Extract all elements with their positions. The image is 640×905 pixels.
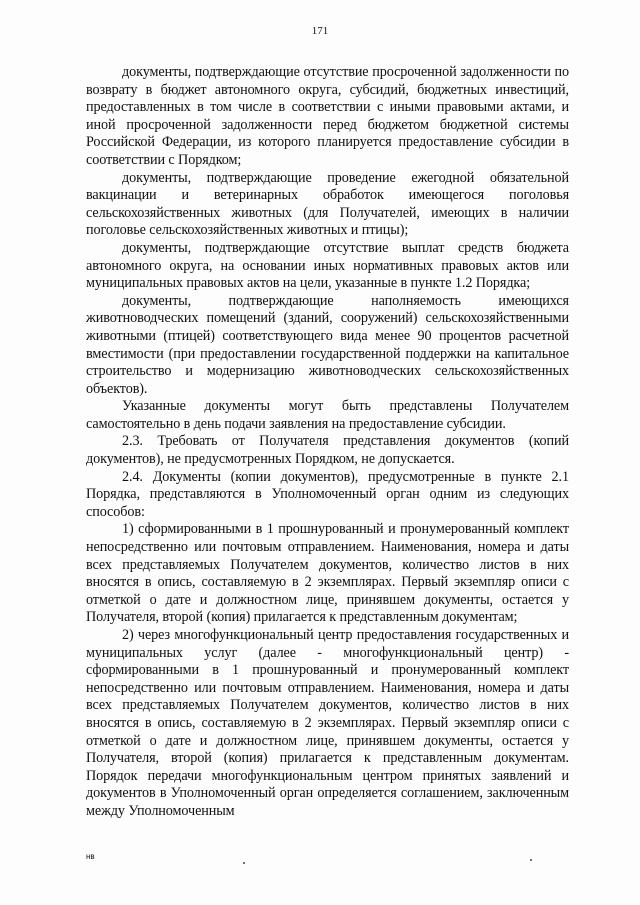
footer-initials: нв — [86, 852, 95, 861]
paragraph: 1) сформированными в 1 прошнурованный и пронумерованный комплект непосредственно или почтовым отправлением. Наименования, номера и даты всех представляемых Получателем документов, количество листов в них вносятся в опись, составляемую в 2 экземплярах. Первый экземпляр описи с отметкой о дате и должностном лице, принявшем документы, остается у Получателя, второй (копия) прилагается к представленным документам; — [86, 521, 569, 626]
scan-speck — [243, 862, 245, 864]
paragraph: 2) через многофункциональный центр предоставления государственных и муниципальных услуг (далее - многофункциональный центр) - сформированными в 1 прошнурованный и пронумерованный комплект непосредственно или почтовым отправлением. Наименования, номера и даты всех представляемых Получателем документов, количество листов в них вносятся в опись, составляемую в 2 экземплярах. Первый экземпляр описи с отметкой о дате и должностном лице, принявшем документы, остается у Получателя, второй (копия) прилагается к представленным документам. Порядок передачи многофункциональным центром принятых заявлений и документов в Уполномоченный орган определяется соглашением, заключенным между Уполномоченным — [86, 627, 569, 819]
scan-speck — [530, 859, 532, 861]
paragraph: Указанные документы могут быть представлены Получателем самостоятельно в день подачи заявления на предоставление субсидии. — [86, 398, 569, 432]
paragraph: документы, подтверждающие наполняемость имеющихся животноводческих помещений (зданий, сооружений) сельскохозяйственными животными (птицей) соответствующего вида менее 90 процентов расчетной вместимости (при предоставлении государственной поддержки на капитальное строительство и модернизацию животноводческих сельскохозяйственных объектов). — [86, 292, 569, 397]
paragraph: документы, подтверждающие отсутствие просроченной задолженности по возврату в бюджет автономного округа, субсидий, бюджетных инвестиций, предоставленных в том числе в соответствии с иными правовыми актами, и иной просроченной задолженности перед бюджетом бюджетной системы Российской Федерации, из которого планируется предоставление субсидии в соответствии с Порядком; — [86, 64, 569, 168]
paragraph: документы, подтверждающие проведение ежегодной обязательной вакцинации и ветеринарных обработок имеющегося поголовья сельскохозяйственных животных (для Получателей, имеющих в наличии поголовье сельскохозяйственных животных и птицы); — [86, 169, 569, 239]
paragraph: документы, подтверждающие отсутствие выплат средств бюджета автономного округа, на основании иных нормативных правовых актов или муниципальных правовых актов на цели, указанные в пункте 1.2 Порядка; — [86, 239, 569, 292]
page-number: 171 — [311, 25, 329, 37]
document-body — [86, 64, 569, 821]
paragraph: 2.4. Документы (копии документов), предусмотренные в пункте 2.1 Порядка, представляются в Уполномоченный орган одним из следующих способов: — [86, 468, 569, 520]
paragraph: 2.3. Требовать от Получателя представления документов (копий документов), не предусмотренных Порядком, не допускается. — [86, 433, 569, 468]
